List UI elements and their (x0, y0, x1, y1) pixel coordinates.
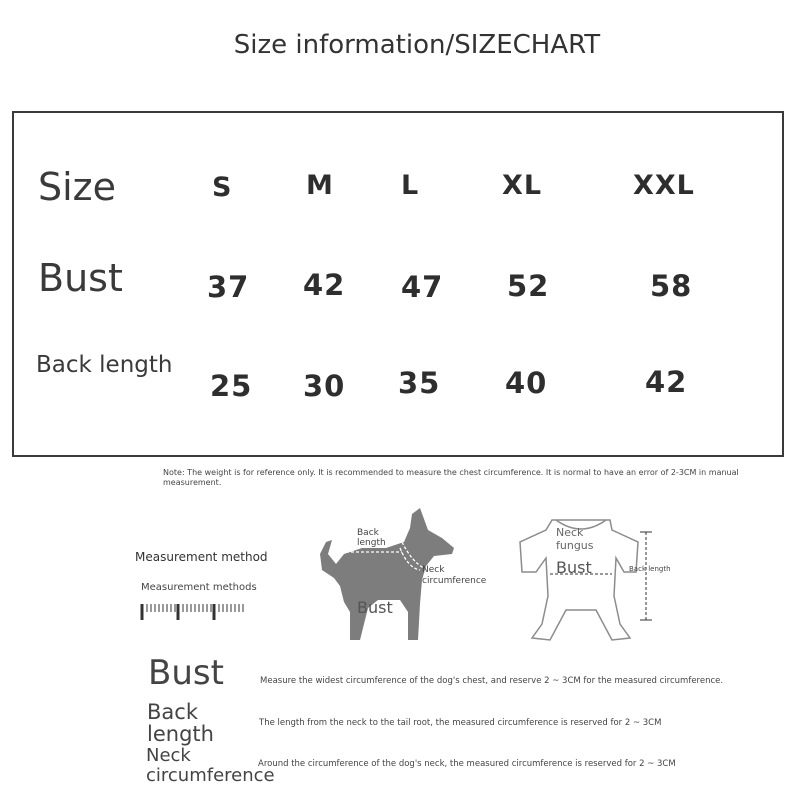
shirt-bust-label: Bust (556, 558, 592, 577)
dog-neck-label: Neck circumference (422, 565, 487, 586)
bust-description: Measure the widest circumference of the dog's chest, and reserve 2 ~ 3CM for the measured circumference. (260, 676, 724, 686)
size-l: L (401, 170, 420, 201)
back-length-value-xl: 40 (505, 366, 548, 400)
size-m: M (306, 170, 334, 201)
bust-row-label: Bust (38, 256, 123, 300)
dog-back-length-label: Back length (357, 528, 386, 548)
back-length-value-m: 30 (303, 369, 346, 403)
measurement-methods-label: Measurement methods (141, 582, 257, 593)
tape-measure-icon (140, 598, 252, 624)
back-length-description: The length from the neck to the tail root, the measured circumference is reserved for 2 ~ 3CM (259, 718, 662, 728)
measurement-method-label: Measurement method (135, 550, 268, 564)
back-length-value-s: 25 (210, 369, 253, 403)
size-xl: XL (502, 170, 543, 201)
bust-value-s: 37 (207, 270, 250, 304)
dog-bust-label: Bust (357, 598, 393, 617)
back-length-value-xxl: 42 (645, 365, 688, 399)
bust-value-xxl: 58 (650, 269, 693, 303)
bust-value-m: 42 (303, 268, 346, 302)
page-title: Size information/SIZECHART (233, 30, 601, 60)
shirt-back-length-label: Back length (629, 565, 671, 573)
note-text: Note: The weight is for reference only. It is recommended to measure the chest circumference. It is normal to have an error of 2-3CM in manual measurement. (163, 468, 739, 487)
bust-value-l: 47 (401, 270, 444, 304)
bust-term: Bust (148, 653, 224, 693)
shirt-neck-label: Neck fungus (556, 526, 594, 552)
neck-circumference-description: Around the circumference of the dog's neck, the measured circumference is reserved for 2 ~ 3CM (258, 759, 676, 769)
size-s: S (212, 172, 233, 203)
back-length-term: Back length (147, 700, 214, 746)
neck-circumference-term: Neck circumference (146, 745, 275, 786)
back-length-value-l: 35 (398, 366, 441, 400)
size-xxl: XXL (633, 170, 695, 201)
back-length-row-label: Back length (36, 352, 173, 378)
bust-value-xl: 52 (507, 269, 550, 303)
size-header-label: Size (38, 165, 117, 209)
